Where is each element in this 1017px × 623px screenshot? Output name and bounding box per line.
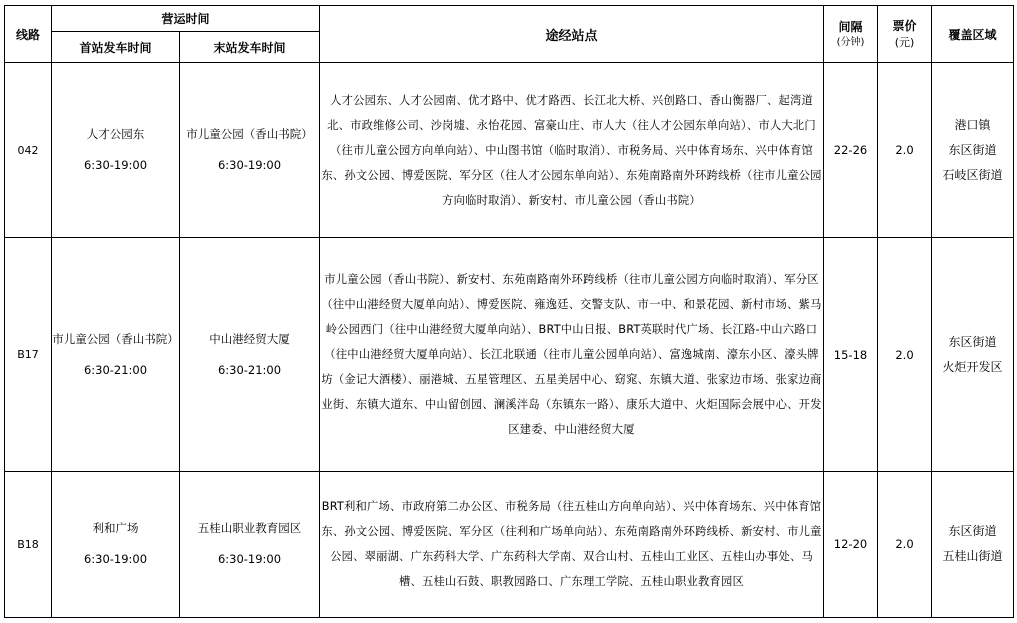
first-station-name: 利和广场 xyxy=(92,521,139,536)
fare-value: 2.0 xyxy=(878,238,932,471)
last-station-time: 6:30-19:00 xyxy=(217,552,282,567)
last-station-name: 五桂山职业教育园区 xyxy=(197,521,302,536)
first-station-cell xyxy=(52,238,180,471)
first-station-time: 6:30-19:00 xyxy=(83,158,148,173)
area-name: 五桂山街道 xyxy=(942,549,1003,564)
area-cell xyxy=(932,238,1014,471)
interval-value: 15-18 xyxy=(824,238,878,471)
last-station-name: 中山港经贸大厦 xyxy=(209,331,290,346)
header-route: 线路 xyxy=(5,6,52,63)
area-name: 东区街道 xyxy=(948,142,997,157)
first-station-name: 市儿童公园（香山书院） xyxy=(52,331,179,346)
last-station-cell xyxy=(180,238,320,471)
area-cell xyxy=(932,63,1014,238)
area-name: 火炬开发区 xyxy=(942,359,1003,374)
last-station-cell xyxy=(180,63,320,238)
last-station-time: 6:30-21:00 xyxy=(217,362,282,377)
header-operation-time: 营运时间 xyxy=(52,6,320,32)
first-station-cell xyxy=(52,471,180,617)
route-number: 042 xyxy=(5,63,52,238)
bus-route-table xyxy=(4,5,1014,618)
header-interval xyxy=(824,6,878,63)
fare-value: 2.0 xyxy=(878,471,932,617)
header-interval-unit: (分钟) xyxy=(836,37,865,49)
table-row-042 xyxy=(5,63,1014,238)
route-number: B18 xyxy=(5,471,52,617)
area-name: 港口镇 xyxy=(954,117,991,132)
first-station-time: 6:30-19:00 xyxy=(83,552,148,567)
header-interval-label: 间隔 xyxy=(838,20,863,35)
header-fare-label: 票价 xyxy=(892,19,917,34)
header-fare xyxy=(878,6,932,63)
area-name: 东区街道 xyxy=(948,334,997,349)
last-station-time: 6:30-19:00 xyxy=(217,158,282,173)
header-area: 覆盖区域 xyxy=(932,6,1014,63)
header-stops: 途经站点 xyxy=(320,6,824,63)
first-station-time: 6:30-21:00 xyxy=(83,362,148,377)
fare-value: 2.0 xyxy=(878,63,932,238)
last-station-name: 市儿童公园（香山书院） xyxy=(186,127,313,142)
stops-list: 人才公园东、人才公园南、优才路中、优才路西、长江北大桥、兴创路口、香山衡器厂、起湾道北、市政维修公司、沙岗墟、永怡花园、富豪山庄、市人大（往人才公园东单向站）、市人大北门（往市儿童公园方向单向站）、中山图书馆（临时取消）、市税务局、兴中体育场东、兴中体育馆东、孙文公园、博爱医院、军分区（往人才公园东单向站）、东苑南路南外环跨线桥（往市儿童公园方向临时取消）、新安村、市儿童公园（香山书院） xyxy=(320,63,824,238)
area-name: 石岐区街道 xyxy=(942,167,1003,182)
area-cell xyxy=(932,471,1014,617)
first-station-cell xyxy=(52,63,180,238)
route-number: B17 xyxy=(5,238,52,471)
header-fare-unit: (元) xyxy=(894,36,915,50)
stops-list: 市儿童公园（香山书院）、新安村、东苑南路南外环跨线桥（往市儿童公园方向临时取消）、军分区（往中山港经贸大厦单向站）、博爱医院、雍逸廷、交警支队、市一中、和景花园、新村市场、紫马岭公园西门（往中山港经贸大厦单向站）、BRT中山日报、BRT英联时代广场、长江路-中山六路口（往中山港经贸大厦单向站）、长江北联通（往市儿童公园单向站）、富逸城南、濠东小区、濠头牌坊（金记大酒楼）、丽港城、五星管理区、五星美居中心、窈窕、东镇大道、张家边市场、张家边商业街、东镇大道东、中山留创园、澜溪泮岛（东镇东一路）、康乐大道中、火炬国际会展中心、开发区建委、中山港经贸大厦 xyxy=(320,238,824,471)
first-station-name: 人才公园东 xyxy=(86,127,145,142)
table-row-b17 xyxy=(5,238,1014,471)
interval-value: 12-20 xyxy=(824,471,878,617)
area-name: 东区街道 xyxy=(948,524,997,539)
header-last-departure: 末站发车时间 xyxy=(180,32,320,63)
last-station-cell xyxy=(180,471,320,617)
header-first-departure: 首站发车时间 xyxy=(52,32,180,63)
table-row-b18 xyxy=(5,471,1014,617)
stops-list: BRT利和广场、市政府第二办公区、市税务局（往五桂山方向单向站）、兴中体育场东、兴中体育馆东、孙文公园、博爱医院、军分区（往利和广场单向站）、东苑南路南外环跨线桥、新安村、市儿童公园、翠丽湖、广东药科大学、广东药科大学南、双合山村、五桂山工业区、五桂山办事处、马槽、五桂山石鼓、职教园路口、广东理工学院、五桂山职业教育园区 xyxy=(320,471,824,617)
interval-value: 22-26 xyxy=(824,63,878,238)
